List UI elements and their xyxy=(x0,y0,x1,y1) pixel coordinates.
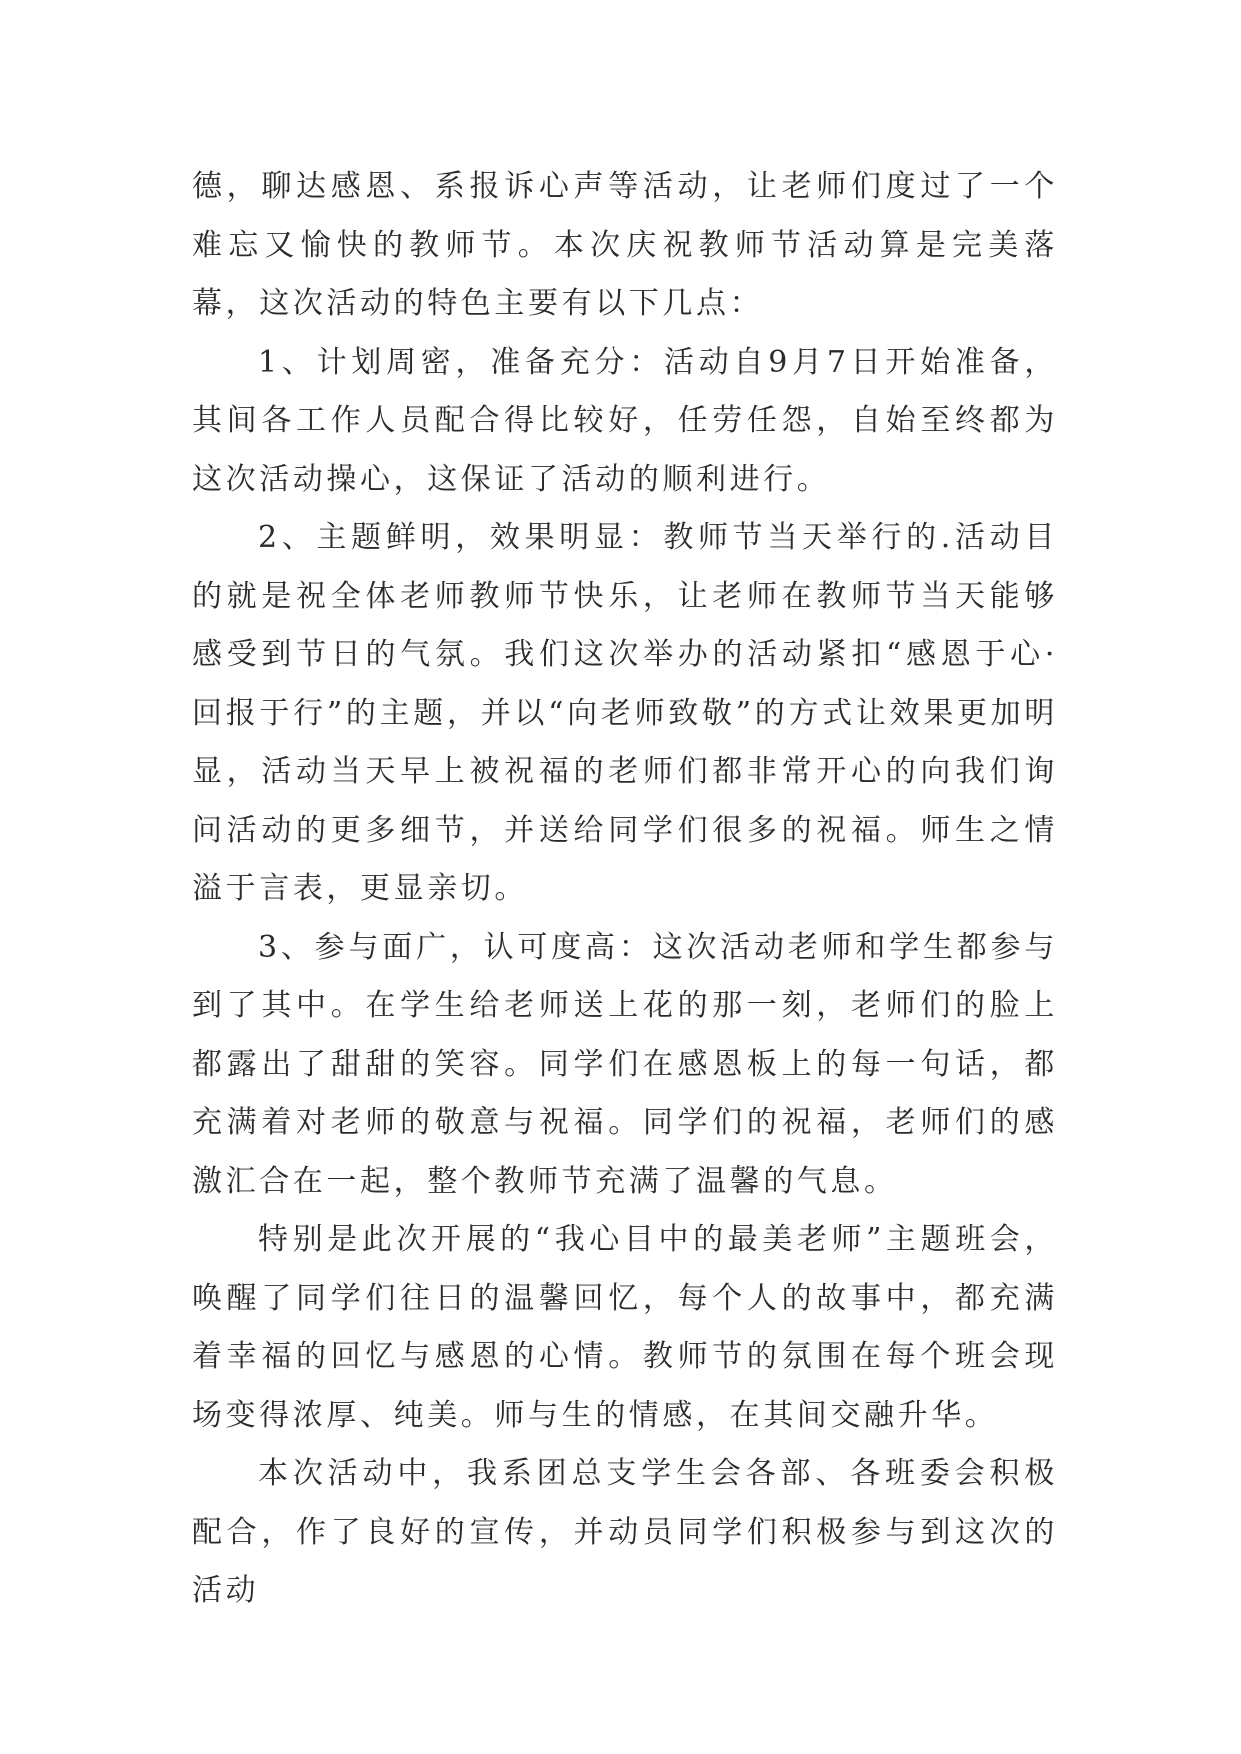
paragraph-point-1: 1、计划周密，准备充分：活动自9月7日开始准备，其间各工作人员配合得比较好，任劳任怨，自始至终都为这次活动操心，这保证了活动的顺利进行。 xyxy=(192,344,1058,497)
paragraph-point-2: 2、主题鲜明，效果明显：教师节当天举行的.活动目的就是祝全体老师教师节快乐，让老师在教师节当天能够感受到节日的气氛。我们这次举办的活动紧扣“感恩于心·回报于行”的主题，并以“向老师致敬”的方式让效果更加明显，活动当天早上被祝福的老师们都非常开心的向我们询问活动的更多细节，并送给同学们很多的祝福。师生之情溢于言表，更显亲切。 xyxy=(192,520,1058,906)
paragraph-class-meeting: 特别是此次开展的“我心目中的最美老师”主题班会，唤醒了同学们往日的温馨回忆，每个人的故事中，都充满着幸福的回忆与感恩的心情。教师节的氛围在每个班会现场变得浓厚、纯美。师与生的情感，在其间交融升华。 xyxy=(192,1222,1058,1433)
document-body xyxy=(192,158,1058,1621)
paragraph-cooperation: 本次活动中，我系团总支学生会各部、各班委会积极配合，作了良好的宣传，并动员同学们积极参与到这次的活动 xyxy=(192,1456,1058,1608)
paragraph-intro: 德，聊达感恩、系报诉心声等活动，让老师们度过了一个难忘又愉快的教师节。本次庆祝教师节活动算是完美落幕，这次活动的特色主要有以下几点： xyxy=(192,169,1058,321)
paragraph-point-3: 3、参与面广，认可度高：这次活动老师和学生都参与到了其中。在学生给老师送上花的那一刻，老师们的脸上都露出了甜甜的笑容。同学们在感恩板上的每一句话，都充满着对老师的敬意与祝福。同学们的祝福，老师们的感激汇合在一起，整个教师节充满了温馨的气息。 xyxy=(192,929,1058,1199)
